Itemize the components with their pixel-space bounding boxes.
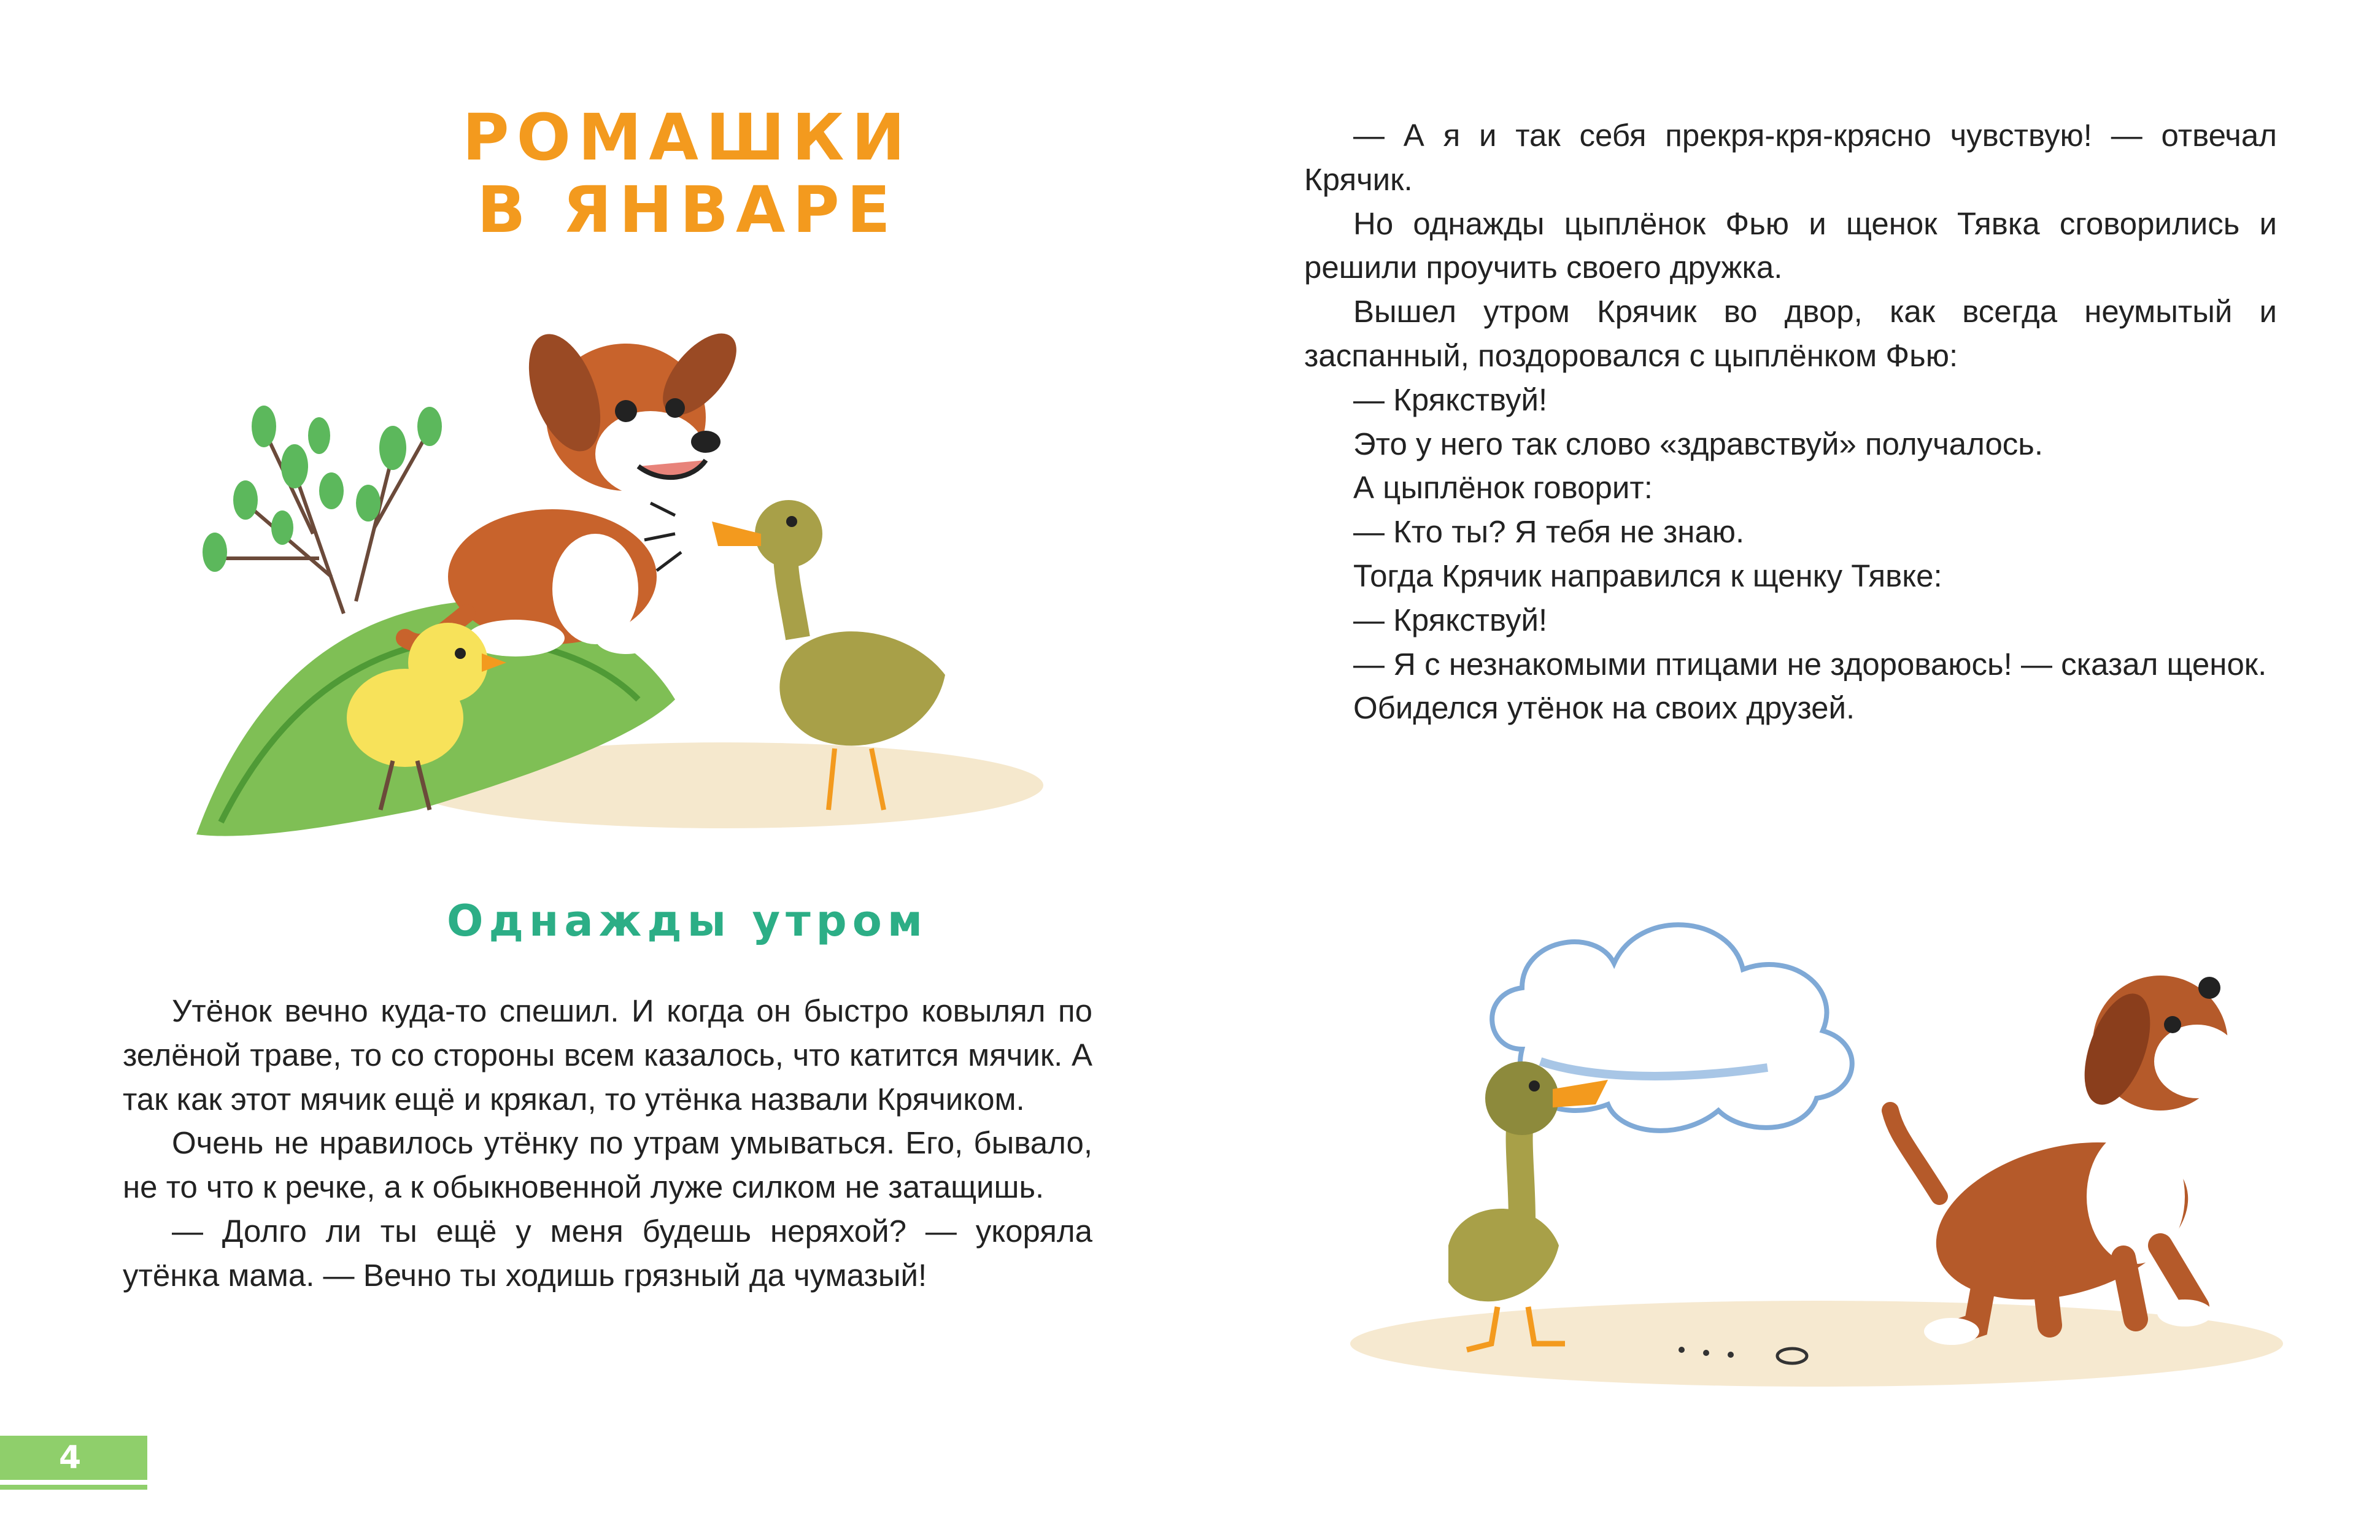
paragraph: — Долго ли ты ещё у меня будешь неряхой? — укоряла утёнка мама. — Вечно ты ходишь грязный да чумазый! <box>123 1213 1092 1293</box>
paragraph: — Кто ты? Я тебя не знаю. <box>1353 514 1745 550</box>
paragraph: — Крякствуй! <box>1353 382 1548 417</box>
paragraph: Обиделся утёнок на своих друзей. <box>1353 690 1855 726</box>
page-number-rule <box>0 1485 147 1490</box>
paragraph: — Я с незнакомыми птицами не здороваюсь! — сказал щенок. <box>1353 646 2267 682</box>
paragraph: Утёнок вечно куда-то спешил. И когда он быстро ковылял по зелёной траве, то со стороны всем казалось, что катится мячик. А так как этот мячик ещё и крякал, то утёнка назвали Крячиком. <box>123 993 1092 1117</box>
illustration-puppy-chick-duckling <box>172 270 1062 847</box>
paragraph: Это у него так слово «здравствуй» получалось. <box>1353 426 2044 461</box>
page-title-line-1: РОМАШКИ <box>462 100 913 175</box>
right-column-text <box>1304 114 2277 730</box>
paragraph: — А я и так себя прекря-кря-крясно чувствую! — отвечал Крячик. <box>1304 118 2277 197</box>
paragraph: Тогда Крячик направился к щенку Тявке: <box>1353 558 1942 593</box>
paragraph: Очень не нравилось утёнку по утрам умываться. Его, бывало, не то что к речке, а к обыкновенной луже силком не затащишь. <box>123 1125 1092 1205</box>
page-number: 4 <box>0 1436 147 1480</box>
left-column-text <box>123 989 1092 1298</box>
page-title-line-2: В ЯНВАРЕ <box>477 172 898 247</box>
paragraph: Вышел утром Крячик во двор, как всегда неумытый и заспанный, поздоровался с цыплёнком Фью: <box>1304 294 2277 373</box>
chapter-subtitle: Однажды утром <box>446 896 929 946</box>
paragraph: — Крякствуй! <box>1353 602 1548 637</box>
illustration-duckling-puppy-cloud <box>1338 877 2295 1399</box>
paragraph: А цыплёнок говорит: <box>1353 470 1653 506</box>
paragraph: Но однажды цыплёнок Фью и щенок Тявка сговорились и решили проучить своего дружка. <box>1304 206 2277 285</box>
